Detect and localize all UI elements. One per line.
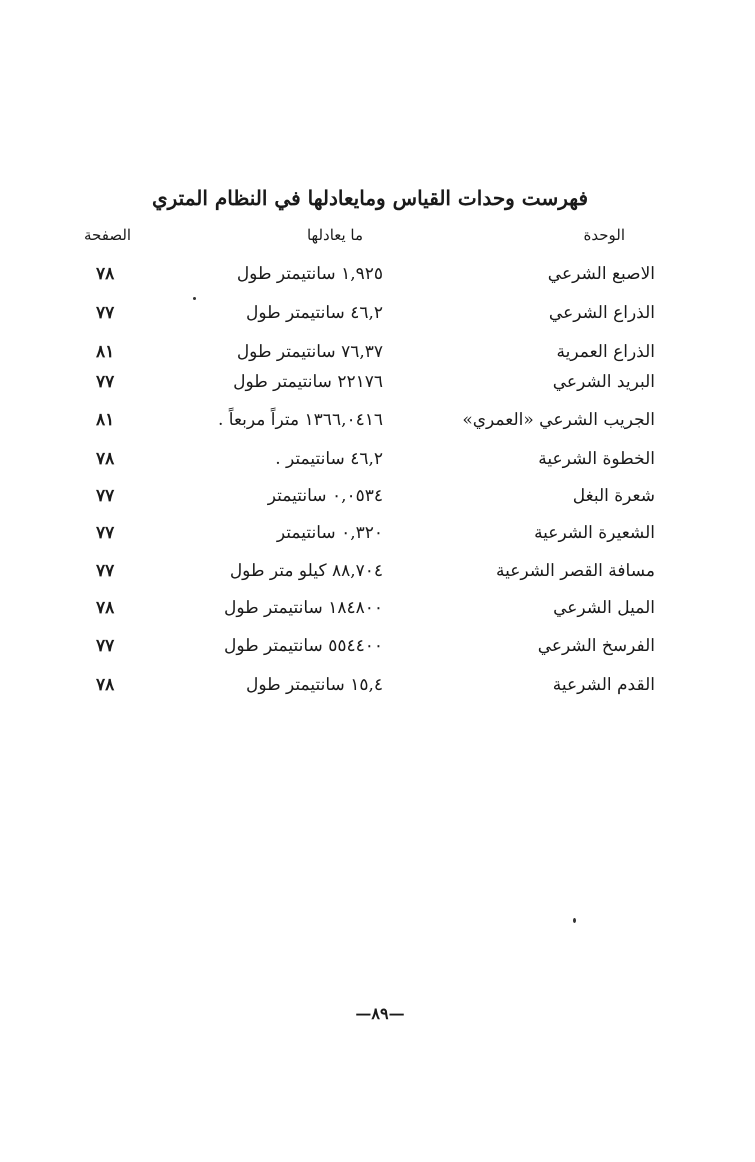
ink-speck — [193, 297, 196, 300]
ink-speck — [573, 918, 576, 923]
page-reference: ٧٧ — [96, 303, 115, 323]
page-reference: ٧٧ — [96, 636, 115, 656]
page-title: فهرست وحدات القياس ومايعادلها في النظام المتري — [151, 186, 589, 210]
unit-name: الذراع الشرعي — [548, 303, 655, 323]
unit-name: شعرة البغل — [572, 486, 655, 506]
table-row — [0, 598, 755, 632]
unit-equivalent: ٧٦,٣٧ سانتيمتر طول — [236, 342, 383, 362]
unit-name: مسافة القصر الشرعية — [496, 561, 655, 581]
page-number: —٨٩— — [355, 1004, 405, 1023]
page-reference: ٨١ — [96, 342, 115, 362]
unit-name: الخطوة الشرعية — [538, 449, 655, 469]
column-header-unit: الوحدة — [583, 226, 625, 244]
column-header-page: الصفحة — [84, 226, 132, 244]
unit-name: البريد الشرعي — [552, 372, 655, 392]
table-row — [0, 372, 755, 406]
page-reference: ٧٨ — [96, 675, 115, 695]
unit-name: الذراع العمرية — [556, 342, 655, 362]
unit-name: الفرسخ الشرعي — [537, 636, 655, 656]
unit-equivalent: ١٣٦٦,٠٤١٦ متراً مربعاً . — [217, 410, 383, 430]
page-reference: ٧٧ — [96, 486, 115, 506]
unit-equivalent: ٢٢١٧٦ سانتيمتر طول — [233, 372, 383, 392]
unit-name: الشعيرة الشرعية — [534, 523, 655, 543]
unit-equivalent: ٠,٠٥٣٤ سانتيمتر — [267, 486, 383, 506]
page-reference: ٧٨ — [96, 264, 115, 284]
page-reference: ٧٨ — [96, 449, 115, 469]
table-row — [0, 486, 755, 520]
table-row — [0, 264, 755, 298]
table-row — [0, 523, 755, 557]
unit-equivalent: ١٥,٤ سانتيمتر طول — [245, 675, 383, 695]
unit-equivalent: ٤٦,٢ سانتيمتر طول — [245, 303, 383, 323]
table-row — [0, 342, 755, 376]
page-reference: ٧٧ — [96, 372, 115, 392]
unit-name: الاصبع الشرعي — [547, 264, 655, 284]
table-row — [0, 561, 755, 595]
unit-name: الجريب الشرعي «العمري» — [462, 410, 655, 430]
unit-equivalent: ٥٥٤٤٠٠ سانتيمتر طول — [223, 636, 383, 656]
page-reference: ٧٧ — [96, 523, 115, 543]
page-reference: ٧٧ — [96, 561, 115, 581]
page-reference: ٧٨ — [96, 598, 115, 618]
table-row — [0, 303, 755, 337]
page-reference: ٨١ — [96, 410, 115, 430]
unit-equivalent: ٠,٣٢٠ سانتيمتر — [276, 523, 383, 543]
column-header-equivalent: ما يعادلها — [306, 226, 364, 244]
unit-equivalent: ٤٦,٢ سانتيمتر . — [275, 449, 383, 469]
unit-name: الميل الشرعي — [553, 598, 655, 618]
unit-equivalent: ٨٨,٧٠٤ كيلو متر طول — [229, 561, 383, 581]
unit-equivalent: ١٨٤٨٠٠ سانتيمتر طول — [223, 598, 383, 618]
unit-equivalent: ١,٩٢٥ سانتيمتر طول — [236, 264, 383, 284]
table-row — [0, 675, 755, 709]
unit-name: القدم الشرعية — [552, 675, 655, 695]
table-row — [0, 410, 755, 444]
table-row — [0, 636, 755, 670]
table-row — [0, 449, 755, 483]
